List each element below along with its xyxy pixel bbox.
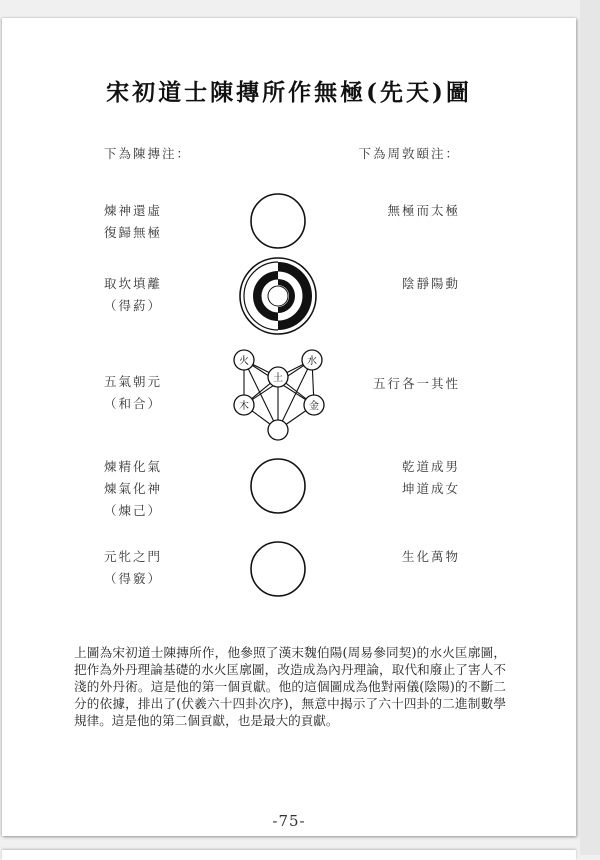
wuji-diagram: [230, 178, 330, 598]
qian-kun-circle: [251, 459, 305, 513]
left-note-line: （得葯）: [104, 298, 163, 313]
left-note-1: [104, 200, 162, 244]
left-note-line: （煉己）: [104, 503, 163, 518]
left-note-3: [104, 371, 162, 415]
fire-node: [234, 350, 254, 370]
earth-node: [268, 367, 288, 387]
left-note-line: 煉氣化神: [104, 481, 163, 496]
bottom-node: [268, 420, 288, 440]
left-note-line: 五氣朝元: [104, 374, 163, 389]
page-number: -75-: [272, 812, 306, 830]
left-note-line: 煉精化氣: [104, 459, 163, 474]
fire-label: 火: [239, 356, 249, 367]
left-note-2: [104, 273, 162, 317]
right-note-3: [373, 373, 460, 395]
right-note-1: [387, 200, 460, 222]
left-note-line: 復歸無極: [104, 225, 163, 240]
earth-label: 土: [273, 373, 283, 384]
right-note-4: [402, 456, 460, 500]
page-title: 宋初道士陳摶所作無極(先天)圖: [106, 79, 472, 106]
wood-label: 木: [239, 401, 249, 412]
right-note-5: [402, 546, 460, 568]
right-note-line: 生化萬物: [401, 549, 460, 564]
metal-label: 金: [309, 401, 319, 412]
right-column-header: 下為周敦頤注：: [358, 146, 460, 161]
right-note-line: 陰靜陽動: [401, 276, 460, 291]
right-note-2: [402, 273, 460, 295]
water-node: [302, 350, 322, 370]
xuanpin-circle: [251, 542, 305, 596]
next-page-edge: [2, 850, 576, 860]
left-note-line: 元牝之門: [104, 549, 163, 564]
left-note-line: 取坎填離: [104, 276, 163, 291]
left-note-5: [104, 546, 162, 590]
left-note-line: 煉神還虛: [104, 203, 163, 218]
right-note-line: 乾道成男: [401, 459, 460, 474]
kan-li-circle: [240, 258, 316, 334]
document-page: [2, 18, 576, 836]
water-label: 水: [307, 356, 317, 367]
left-note-line: （和合）: [104, 396, 163, 411]
wood-node: [234, 395, 254, 415]
left-note-line: （得竅）: [104, 571, 163, 586]
left-note-4: [104, 456, 162, 522]
right-note-line: 五行各一其性: [372, 376, 460, 391]
body-paragraph: 上圖為宋初道士陳摶所作，他參照了漢末魏伯陽(周易參同契)的水火匡廓圖，把作為外丹理論基礎的水火匡廓圖，改造成為內丹理論，取代和廢止了害人不淺的外丹術。這是他的第一個貢獻。他的這個圖成為他對兩儀(陰陽)的不斷二分的依據，排出了(伏羲六十四卦次序)，無意中揭示了六十四卦的二進制數學規律。這是他的第二個貢獻，也是最大的貢獻。: [74, 645, 506, 728]
right-note-line: 坤道成女: [401, 481, 460, 496]
metal-node: [304, 395, 324, 415]
viewer-background: [580, 0, 600, 855]
right-note-line: 無極而太極: [387, 203, 460, 218]
wuji-circle: [251, 194, 305, 248]
left-column-header: 下為陳摶注：: [104, 146, 192, 161]
